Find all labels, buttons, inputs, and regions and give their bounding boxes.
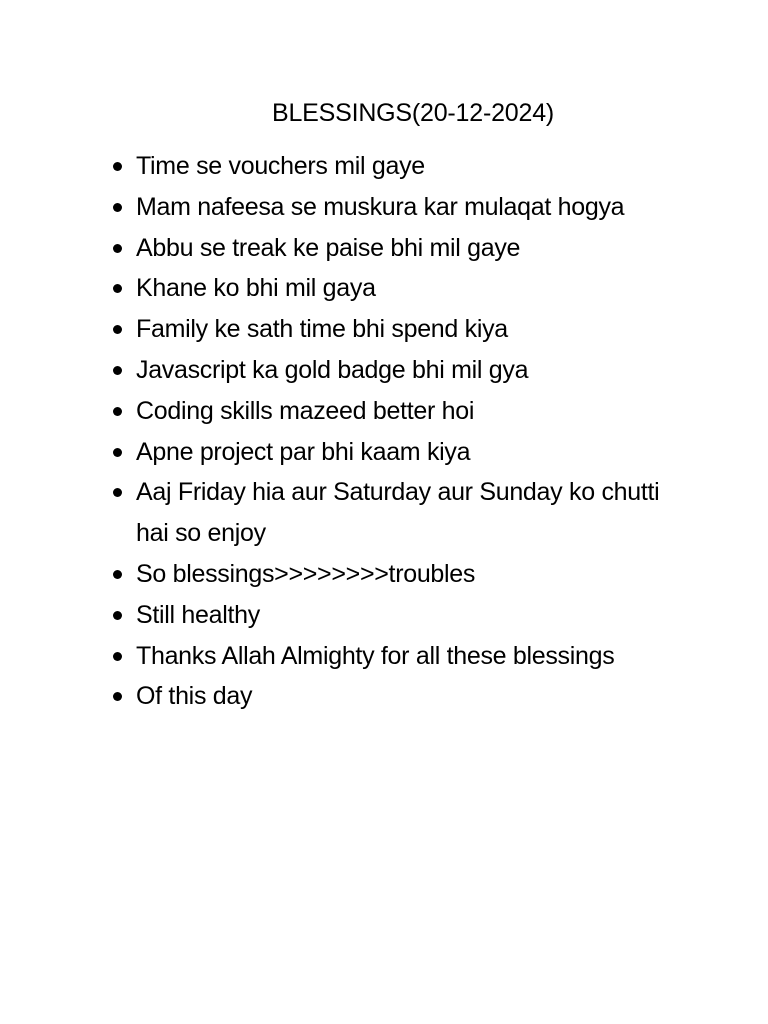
list-item-text: Coding skills mazeed better hoi xyxy=(136,396,475,425)
list-item xyxy=(0,309,696,350)
list-item xyxy=(0,391,696,432)
bullet-icon xyxy=(113,448,122,457)
list-item xyxy=(0,636,696,677)
list-item xyxy=(0,554,696,595)
list-item-text: Javascript ka gold badge bhi mil gya xyxy=(136,355,529,384)
list-item xyxy=(0,350,696,391)
blessings-list xyxy=(0,146,768,717)
bullet-icon xyxy=(113,325,122,334)
list-item-text: Family ke sath time bhi spend kiya xyxy=(136,315,508,344)
list-item xyxy=(0,228,696,269)
bullet-icon xyxy=(113,244,122,253)
list-item-text: Abbu se treak ke paise bhi mil gaye xyxy=(136,233,521,262)
bullet-icon xyxy=(113,366,122,375)
bullet-icon xyxy=(113,284,122,293)
list-item xyxy=(0,268,696,309)
list-item-text: Aaj Friday hia aur Saturday aur Sunday ko chutti hai so enjoy xyxy=(136,478,660,548)
bullet-icon xyxy=(113,611,122,620)
list-item xyxy=(0,146,696,187)
list-item-text: Still healthy xyxy=(136,600,260,629)
list-item-text: Khane ko bhi mil gaya xyxy=(136,274,376,303)
list-item-text: Time se vouchers mil gaye xyxy=(136,152,425,180)
list-item xyxy=(0,595,696,636)
bullet-icon xyxy=(113,652,122,661)
list-item xyxy=(0,187,696,228)
bullet-icon xyxy=(113,692,122,701)
list-item xyxy=(0,432,696,473)
list-item-text: Mam nafeesa se muskura kar mulaqat hogya xyxy=(136,192,625,221)
bullet-icon xyxy=(113,203,122,212)
bullet-icon xyxy=(113,570,122,579)
document-title: BLESSINGS(20-12-2024) xyxy=(271,99,555,127)
bullet-icon xyxy=(113,488,122,497)
bullet-icon xyxy=(113,407,122,416)
list-item-text: Apne project par bhi kaam kiya xyxy=(136,437,471,466)
list-item-text: Of this day xyxy=(136,682,253,711)
bullet-icon xyxy=(113,162,122,171)
list-item xyxy=(0,472,696,554)
list-item-text: Thanks Allah Almighty for all these blessings xyxy=(136,641,615,670)
list-item xyxy=(0,676,696,717)
list-item-text: So blessings>>>>>>>>troubles xyxy=(136,559,476,588)
